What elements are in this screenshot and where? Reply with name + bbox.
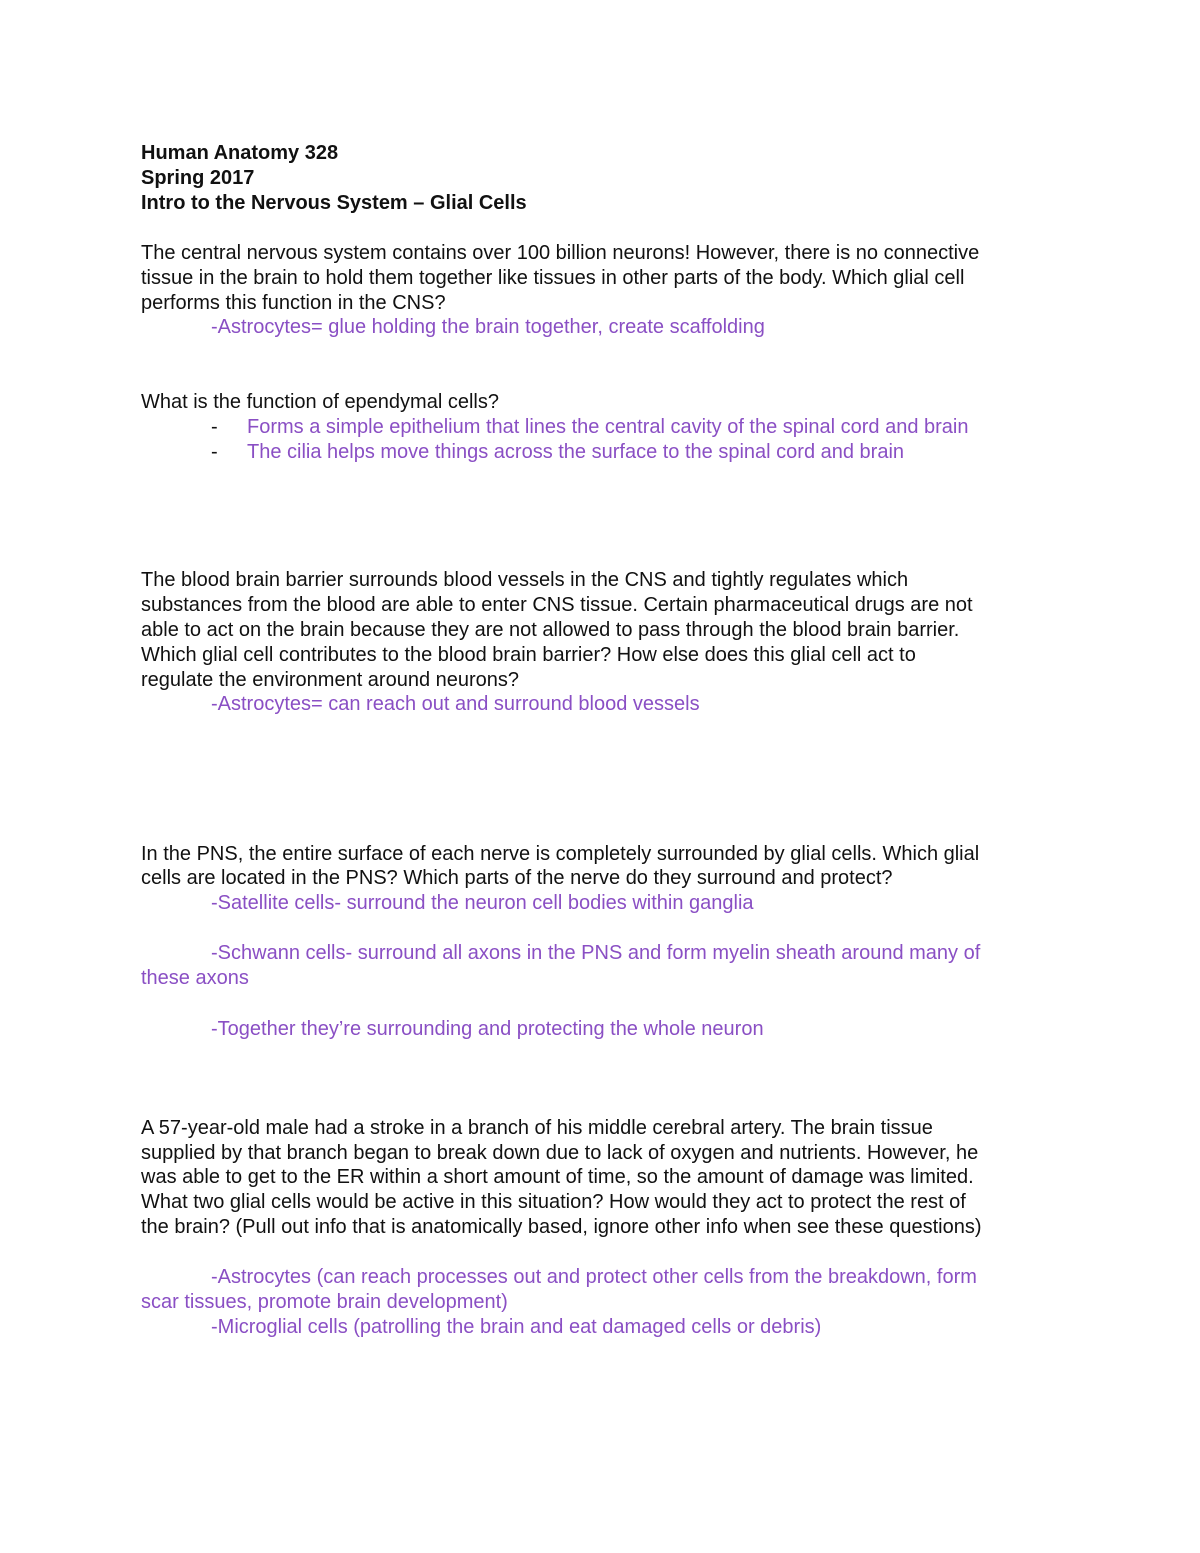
q1-line-2: tissue in the brain to hold them together like tissues in other parts of the body. Which glial cell xyxy=(141,267,965,289)
q3-answer: -Astrocytes= can reach out and surround blood vessels xyxy=(211,693,700,715)
q4-answer-schwann: -Schwann cells- surround all axons in the PNS and form myelin sheath around many of xyxy=(211,942,981,964)
q2-question: What is the function of ependymal cells? xyxy=(141,391,499,413)
bullet-marker: - xyxy=(211,416,218,438)
q4-line-1: In the PNS, the entire surface of each nerve is completely surrounded by glial cells. Which glial xyxy=(141,843,980,865)
q2-bullet-1: Forms a simple epithelium that lines the central cavity of the spinal cord and brain xyxy=(247,416,969,438)
q5-answer-astrocytes-cont: scar tissues, promote brain development) xyxy=(141,1291,508,1313)
term-label: Spring 2017 xyxy=(141,167,255,189)
q5-line-5: the brain? (Pull out info that is anatomically based, ignore other info when see these questions) xyxy=(141,1216,982,1238)
q5-line-4: What two glial cells would be active in this situation? How would they act to protect the rest of xyxy=(141,1191,966,1213)
bullet-marker: - xyxy=(211,441,218,463)
q2-bullet-2: The cilia helps move things across the surface to the spinal cord and brain xyxy=(247,441,905,463)
q1-answer: -Astrocytes= glue holding the brain together, create scaffolding xyxy=(211,316,765,338)
q4-answer-satellite: -Satellite cells- surround the neuron cell bodies within ganglia xyxy=(211,892,754,914)
q4-answer-together: -Together they’re surrounding and protecting the whole neuron xyxy=(211,1018,764,1040)
q1-line-1: The central nervous system contains over 100 billion neurons! However, there is no connective xyxy=(141,242,980,264)
q3-line-2: substances from the blood are able to enter CNS tissue. Certain pharmaceutical drugs are not xyxy=(141,594,973,616)
course-title: Human Anatomy 328 xyxy=(141,142,339,164)
q5-line-1: A 57-year-old male had a stroke in a branch of his middle cerebral artery. The brain tissue xyxy=(141,1117,933,1139)
q5-line-3: was able to get to the ER within a short amount of time, so the amount of damage was limited. xyxy=(141,1166,974,1188)
q3-line-5: regulate the environment around neurons? xyxy=(141,669,520,691)
q5-answer-astrocytes: -Astrocytes (can reach processes out and protect other cells from the breakdown, form xyxy=(211,1266,977,1288)
q3-line-4: Which glial cell contributes to the blood brain barrier? How else does this glial cell act to xyxy=(141,644,916,666)
q3-line-1: The blood brain barrier surrounds blood vessels in the CNS and tightly regulates which xyxy=(141,569,909,591)
q4-line-2: cells are located in the PNS? Which parts of the nerve do they surround and protect? xyxy=(141,867,893,889)
q3-line-3: able to act on the brain because they are not allowed to pass through the blood brain barrier. xyxy=(141,619,960,641)
q4-answer-schwann-cont: these axons xyxy=(141,967,249,989)
topic-title: Intro to the Nervous System – Glial Cells xyxy=(141,192,527,214)
q5-answer-microglia: -Microglial cells (patrolling the brain and eat damaged cells or debris) xyxy=(211,1316,822,1338)
q1-line-3: performs this function in the CNS? xyxy=(141,292,446,314)
q5-line-2: supplied by that branch began to break down due to lack of oxygen and nutrients. However, he xyxy=(141,1142,979,1164)
